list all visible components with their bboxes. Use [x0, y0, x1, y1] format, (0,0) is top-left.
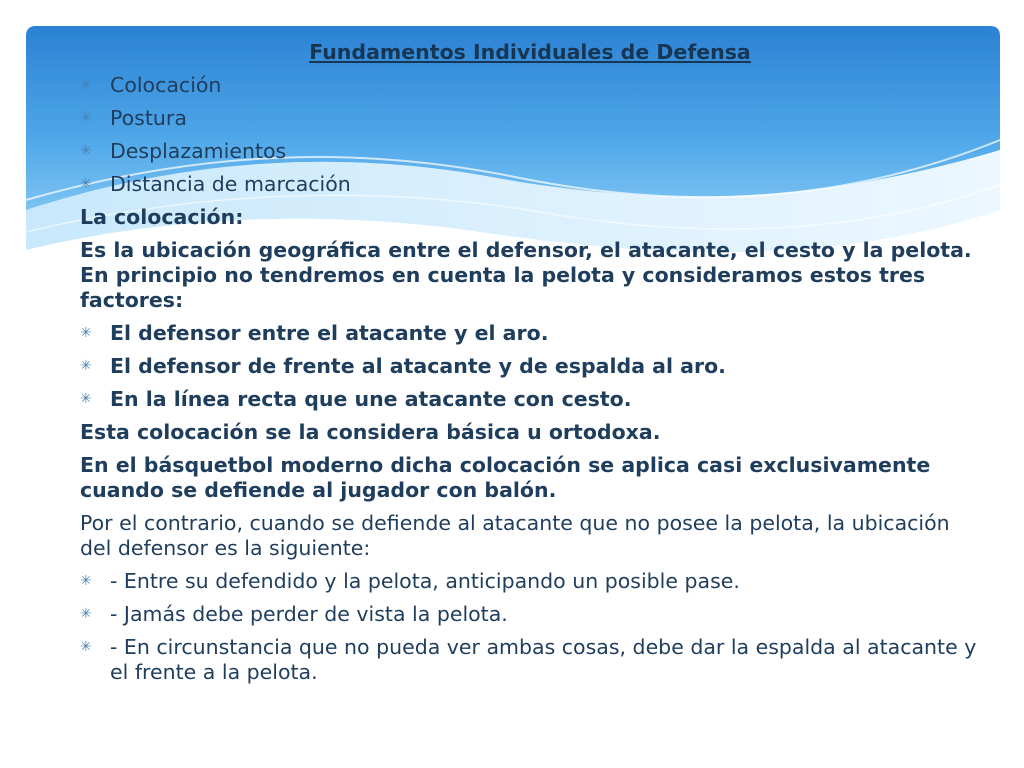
- list-item: [80, 321, 980, 346]
- list-item: [80, 73, 980, 98]
- list-item: [80, 387, 980, 412]
- asterisk-bullet-icon: ✳: [80, 143, 92, 159]
- asterisk-bullet-icon: ✳: [80, 391, 92, 407]
- asterisk-bullet-icon: ✳: [80, 606, 92, 622]
- paragraph: En el básquetbol moderno dicha colocación se aplica casi exclusivamente cuando se defiende al jugador con balón.: [80, 453, 931, 502]
- list-item: [80, 569, 980, 594]
- asterisk-bullet-icon: ✳: [80, 77, 92, 93]
- list-item: [80, 139, 980, 164]
- slide-title: Fundamentos Individuales de Defensa: [309, 40, 751, 64]
- paragraph: Es la ubicación geográfica entre el defensor, el atacante, el cesto y la pelota. En principio no tendremos en cuenta la pelota y consideramos estos tres factores:: [80, 238, 972, 312]
- item-text: En la línea recta que une atacante con cesto.: [110, 387, 632, 411]
- asterisk-bullet-icon: ✳: [80, 573, 92, 589]
- slide-content: [80, 40, 980, 693]
- item-text: - En circunstancia que no pueda ver ambas cosas, debe dar la espalda al atacante y el frente a la pelota.: [110, 635, 977, 684]
- asterisk-bullet-icon: ✳: [80, 325, 92, 341]
- list-item: [80, 172, 980, 197]
- item-text: Desplazamientos: [110, 139, 287, 163]
- item-text: Colocación: [110, 73, 222, 97]
- asterisk-bullet-icon: ✳: [80, 110, 92, 126]
- item-text: Postura: [110, 106, 187, 130]
- list-item: [80, 354, 980, 379]
- item-text: El defensor de frente al atacante y de espalda al aro.: [110, 354, 726, 378]
- list-item: [80, 602, 980, 627]
- item-text: El defensor entre el atacante y el aro.: [110, 321, 549, 345]
- paragraph: Esta colocación se la considera básica u ortodoxa.: [80, 420, 661, 444]
- section-heading: La colocación:: [80, 205, 244, 229]
- paragraph: Por el contrario, cuando se defiende al atacante que no posee la pelota, la ubicación del defensor es la siguiente:: [80, 511, 950, 560]
- list-item: [80, 106, 980, 131]
- item-text: - Jamás debe perder de vista la pelota.: [110, 602, 508, 626]
- asterisk-bullet-icon: ✳: [80, 176, 92, 192]
- asterisk-bullet-icon: ✳: [80, 639, 92, 655]
- item-text: Distancia de marcación: [110, 172, 351, 196]
- asterisk-bullet-icon: ✳: [80, 358, 92, 374]
- item-text: - Entre su defendido y la pelota, anticipando un posible pase.: [110, 569, 740, 593]
- list-item: [80, 635, 980, 685]
